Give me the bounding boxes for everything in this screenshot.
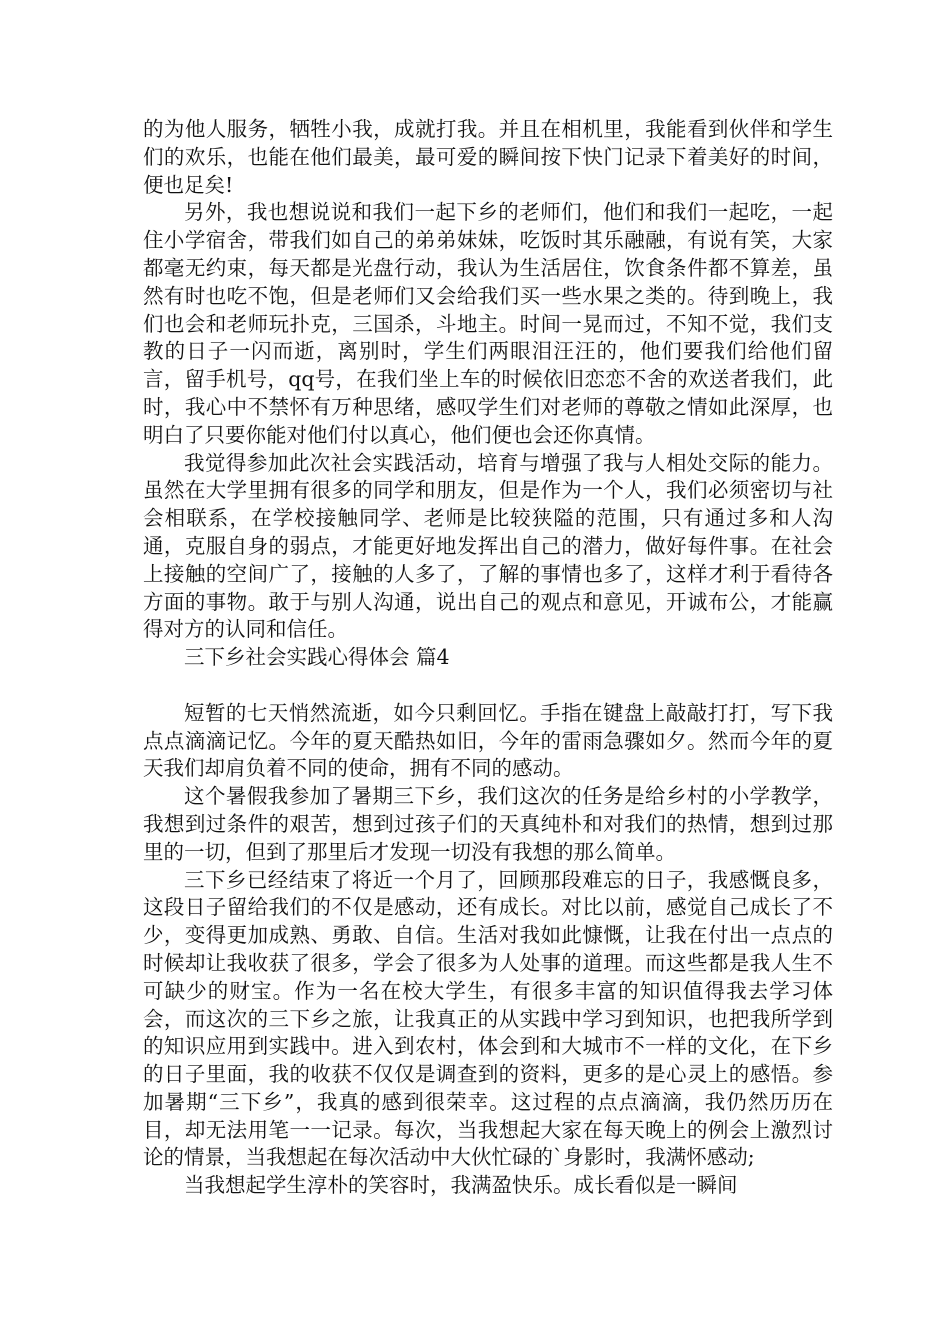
document-page xyxy=(143,116,833,1200)
paragraph-1: 的为他人服务，牺牲小我，成就打我。并且在相机里，我能看到伙伴和学生们的欢乐，也能在他们最美，最可爱的瞬间按下快门记录下着美好的时间，便也足矣! xyxy=(143,117,833,197)
section-spacer xyxy=(143,672,833,700)
paragraph-3: 我觉得参加此次社会实践活动，培育与增强了我与人相处交际的能力。虽然在大学里拥有很多的同学和朋友，但是作为一个人，我们必须密切与社会相联系，在学校接触同学、老师是比较狭隘的范围，只有通过多和人沟通，克服自身的弱点，才能更好地发挥出自己的潜力，做好每件事。在社会上接触的空间广了，接触的人多了，了解的事情也多了，这样才利于看待各方面的事物。敢于与别人沟通，说出自己的观点和意见，开诚布公，才能赢得对方的认同和信任。 xyxy=(143,450,833,642)
paragraph-7: 当我想起学生淳朴的笑容时，我满盈快乐。成长看似是一瞬间 xyxy=(184,1173,738,1198)
paragraph-5: 这个暑假我参加了暑期三下乡，我们这次的任务是给乡村的小学教学，我想到过条件的艰苦，想到过孩子们的天真纯朴和对我们的热情，想到过那里的一切，但到了那里后才发现一切没有我想的那么简单。 xyxy=(143,784,833,864)
paragraph-4: 短暂的七天悄然流逝，如今只剩回忆。手指在键盘上敲敲打打，写下我点点滴滴记忆。今年的夏天酷热如旧，今年的雷雨急骤如夕。然而今年的夏天我们却肩负着不同的使命，拥有不同的感动。 xyxy=(143,700,833,781)
paragraph-6: 三下乡已经结束了将近一个月了，回顾那段难忘的日子，我感慨良多，这段日子留给我们的不仅是感动，还有成长。对比以前，感觉自己成长了不少，变得更加成熟、勇敢、自信。生活对我如此慷慨，让我在付出一点点的时候却让我收获了很多，学会了很多为人处事的道理。而这些都是我人生不可缺少的财宝。作为一名在校大学生，有很多丰富的知识值得我去学习体会，而这次的三下乡之旅，让我真正的从实践中学习到知识，也把我所学到的知识应用到实践中。进入到农村，体会到和大城市不一样的文化，在下乡的日子里面，我的收获不仅仅是调查到的资料，更多的是心灵上的感悟。参加暑期“三下乡”，我真的感到很荣幸。这过程的点点滴滴，我仍然历历在目，却无法用笔一一记录。每次，当我想起大家在每天晚上的例会上激烈讨论的情景，当我想起在每次活动中大伙忙碌的`身影时，我满怀感动; xyxy=(143,867,833,1170)
section-heading: 三下乡社会实践心得体会 篇4 xyxy=(184,645,450,670)
paragraph-2: 另外，我也想说说和我们一起下乡的老师们，他们和我们一起吃，一起住小学宿舍，带我们如自己的弟弟妹妹，吃饭时其乐融融，有说有笑，大家都毫无约束，每天都是光盘行动，我认为生活居住，饮食条件都不算差，虽然有时也吃不饱，但是老师们又会给我们买一些水果之类的。待到晚上，我们也会和老师玩扑克，三国杀，斗地主。时间一晃而过，不知不觉，我们支教的日子一闪而逝，离别时，学生们两眼泪汪汪的，他们要我们给他们留言，留手机号，qq号，在我们坐上车的时候依旧恋恋不舍的欢送者我们，此时，我心中不禁怀有万种思绪，感叹学生们对老师的尊敬之情如此深厚，也明白了只要你能对他们付以真心，他们便也会还你真情。 xyxy=(143,200,833,447)
